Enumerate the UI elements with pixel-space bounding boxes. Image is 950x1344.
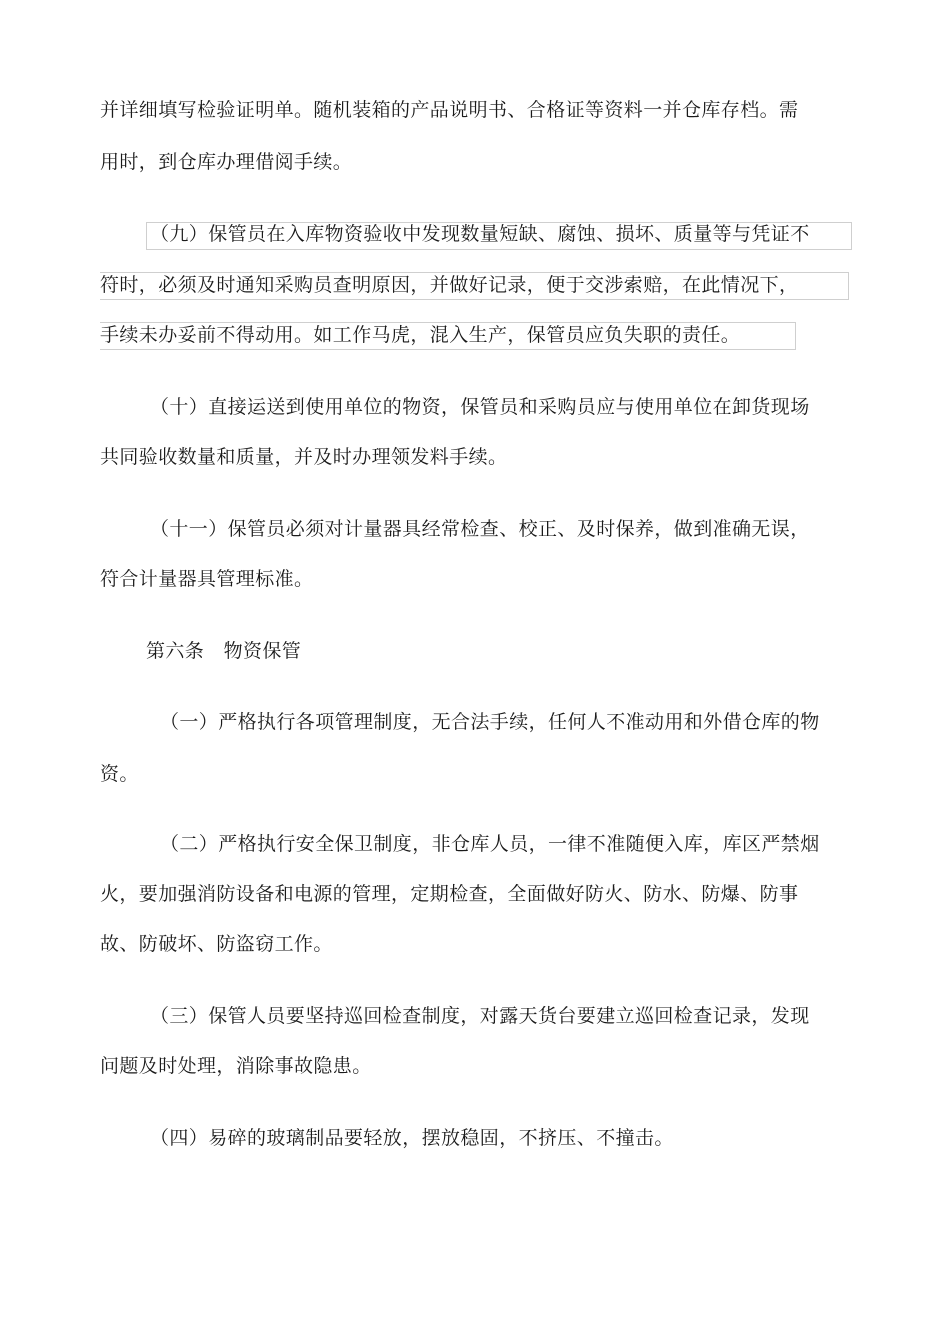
paragraph-line: （十）直接运送到使用单位的物资，保管员和采购员应与使用单位在卸货现场	[150, 396, 810, 418]
paragraph-line: 用时，到仓库办理借阅手续。	[100, 151, 353, 173]
paragraph-line: （一）严格执行各项管理制度，无合法手续，任何人不准动用和外借仓库的物	[160, 711, 820, 733]
paragraph-line: （九）保管员在入库物资验收中发现数量短缺、腐蚀、损坏、质量等与凭证不	[150, 223, 810, 245]
paragraph-line: 火，要加强消防设备和电源的管理，定期检查，全面做好防火、防水、防爆、防事	[100, 883, 799, 905]
paragraph-line: 并详细填写检验证明单。随机装箱的产品说明书、合格证等资料一并仓库存档。需	[100, 99, 799, 121]
paragraph-line: 共同验收数量和质量，并及时办理领发料手续。	[100, 446, 508, 468]
paragraph-line: 符时，必须及时通知采购员查明原因，并做好记录，便于交涉索赔，在此情况下，	[100, 274, 799, 296]
paragraph-line: 故、防破坏、防盗窃工作。	[100, 933, 333, 955]
paragraph-line: （十一）保管员必须对计量器具经常检查、校正、及时保养，做到准确无误，	[150, 518, 810, 540]
paragraph-line: （四）易碎的玻璃制品要轻放，摆放稳固，不挤压、不撞击。	[150, 1127, 674, 1149]
paragraph-line: 问题及时处理，消除事故隐患。	[100, 1055, 372, 1077]
paragraph-line: （三）保管人员要坚持巡回检查制度，对露天货台要建立巡回检查记录，发现	[150, 1005, 810, 1027]
paragraph-line: （二）严格执行安全保卫制度，非仓库人员，一律不准随便入库，库区严禁烟	[160, 833, 820, 855]
paragraph-line: 符合计量器具管理标准。	[100, 568, 314, 590]
paragraph-line: 手续未办妥前不得动用。如工作马虎，混入生产，保管员应负失职的责任。	[100, 324, 741, 346]
section-heading: 第六条 物资保管	[146, 640, 302, 662]
paragraph-line: 资。	[100, 763, 139, 785]
